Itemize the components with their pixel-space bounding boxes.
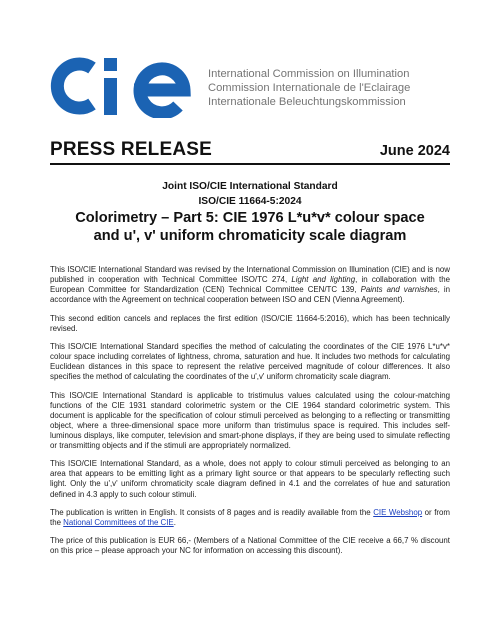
org-name-fr: Commission Internationale de l'Eclairage [208, 82, 411, 94]
committee-name-iso: Light and lighting [291, 275, 356, 285]
paragraph-revision [50, 265, 450, 305]
cie-logo [50, 54, 198, 118]
standard-title: Colorimetry – Part 5: CIE 1976 L*u*v* colour space and u', v' uniform chromaticity scale diagram [75, 210, 425, 244]
standard-number: ISO/CIE 11664-5:2024 [198, 196, 302, 207]
paragraph-text: The publication is written in English. It consists of 8 pages and is readily available from the [50, 507, 374, 517]
organisation-names [208, 67, 478, 109]
paragraph-text: or from the [50, 507, 451, 527]
paragraph-text: This ISO/CIE International Standard was revised by the International Commission on Illumination (CIE) and is now published in cooperation with Technical Committee ISO/TC 274, [50, 265, 450, 285]
paragraph-availability [50, 508, 450, 528]
paragraph-applicability: This ISO/CIE International Standard is applicable to tristimulus values calculated using the colour-matching functions of the CIE 1931 standard colorimetric system or the CIE 1964 standard colorimetric system. This document is applicable for the specification of colour stimuli perceived as belonging to a reflecting or transmitting object, where a three-dimensional space more uniform than tristimulus space is required. This includes self-luminous displays, like computer, television and smart-phone displays, if they are being used to simulate reflecting or transmitting objects and if the stimuli are appropriately normalized. [50, 390, 450, 450]
org-name-de: Internationale Beleuchtungskommission [208, 96, 406, 108]
org-name-en: International Commission on Illumination [208, 68, 410, 80]
paragraph-text: . [173, 517, 176, 527]
press-release-title: PRESS RELEASE [50, 139, 213, 160]
paragraph-exclusions: This ISO/CIE International Standard, as a whole, does not apply to colour stimuli perceived as belonging to an area that appears to be emitting light as a primary light source or that appears to be specularly reflecting such light. Only the u',v' uniform chromaticity scale diagram defined in 4.1 and the correlates of hue and saturation defined in 4.3 apply to such colour stimuli. [50, 459, 450, 499]
paragraph-text: , in accordance with the Agreement on technical cooperation between ISO and CEN (Vienna Agreement). [50, 285, 450, 305]
national-committees-link[interactable]: National Committees of the CIE [63, 517, 174, 527]
press-release-body [50, 265, 450, 565]
cie-webshop-link[interactable]: CIE Webshop [373, 507, 423, 517]
committee-name-cen: Paints and varnishes [360, 285, 438, 295]
header-divider [50, 163, 450, 165]
paragraph-text: , in collaboration with the European Committee for Standardization (CEN) Technical Committee CEN/TC 139, [50, 275, 450, 295]
joint-standard-label: Joint ISO/CIE International Standard [162, 181, 338, 192]
press-release-date: June 2024 [379, 143, 450, 159]
paragraph-edition: This second edition cancels and replaces the first edition (ISO/CIE 11664-5:2016), which has been technically revised. [50, 313, 450, 333]
paragraph-price: The price of this publication is EUR 66,- (Members of a National Committee of the CIE receive a 66,7 % discount on this price – please approach your NC for information on accessing this discount). [50, 536, 450, 556]
paragraph-scope: This ISO/CIE International Standard specifies the method of calculating the coordinates of the CIE 1976 L*u*v* colour space including correlates of lightness, chroma, saturation and hue. It includes two methods for calculating Euclidean distances in this space to represent the relative perceived magnitude of colour differences. It also specifies the method of calculating the coordinates of the u',v' uniform chromaticity scale diagram. [50, 341, 450, 382]
